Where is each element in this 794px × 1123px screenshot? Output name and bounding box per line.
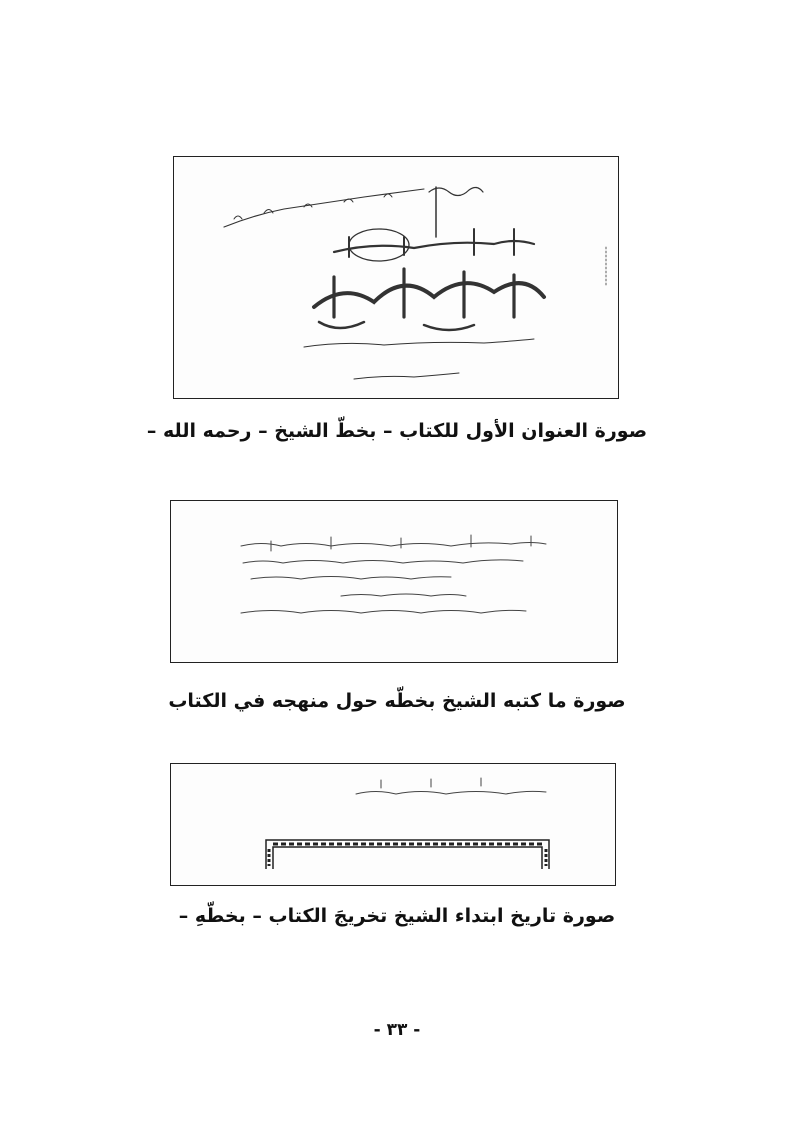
manuscript-image-title-page [173,156,619,399]
page-number: - ٣٣ - [373,1020,421,1040]
handwritten-note-illustration [171,501,619,664]
date-note-illustration [171,764,617,887]
title-calligraphy-illustration [174,157,620,400]
figure-caption-1: صورة العنوان الأول للكتاب – بخطّ الشيخ – رحمه الله – [146,420,648,442]
figure-caption-3: صورة تاريخ ابتداء الشيخ تخريجَ الكتاب – بخطّهِ – [178,905,616,927]
manuscript-image-start-date [170,763,616,886]
figure-caption-2: صورة ما كتبه الشيخ بخطّه حول منهجه في الكتاب [168,690,626,712]
manuscript-image-method-note [170,500,618,663]
